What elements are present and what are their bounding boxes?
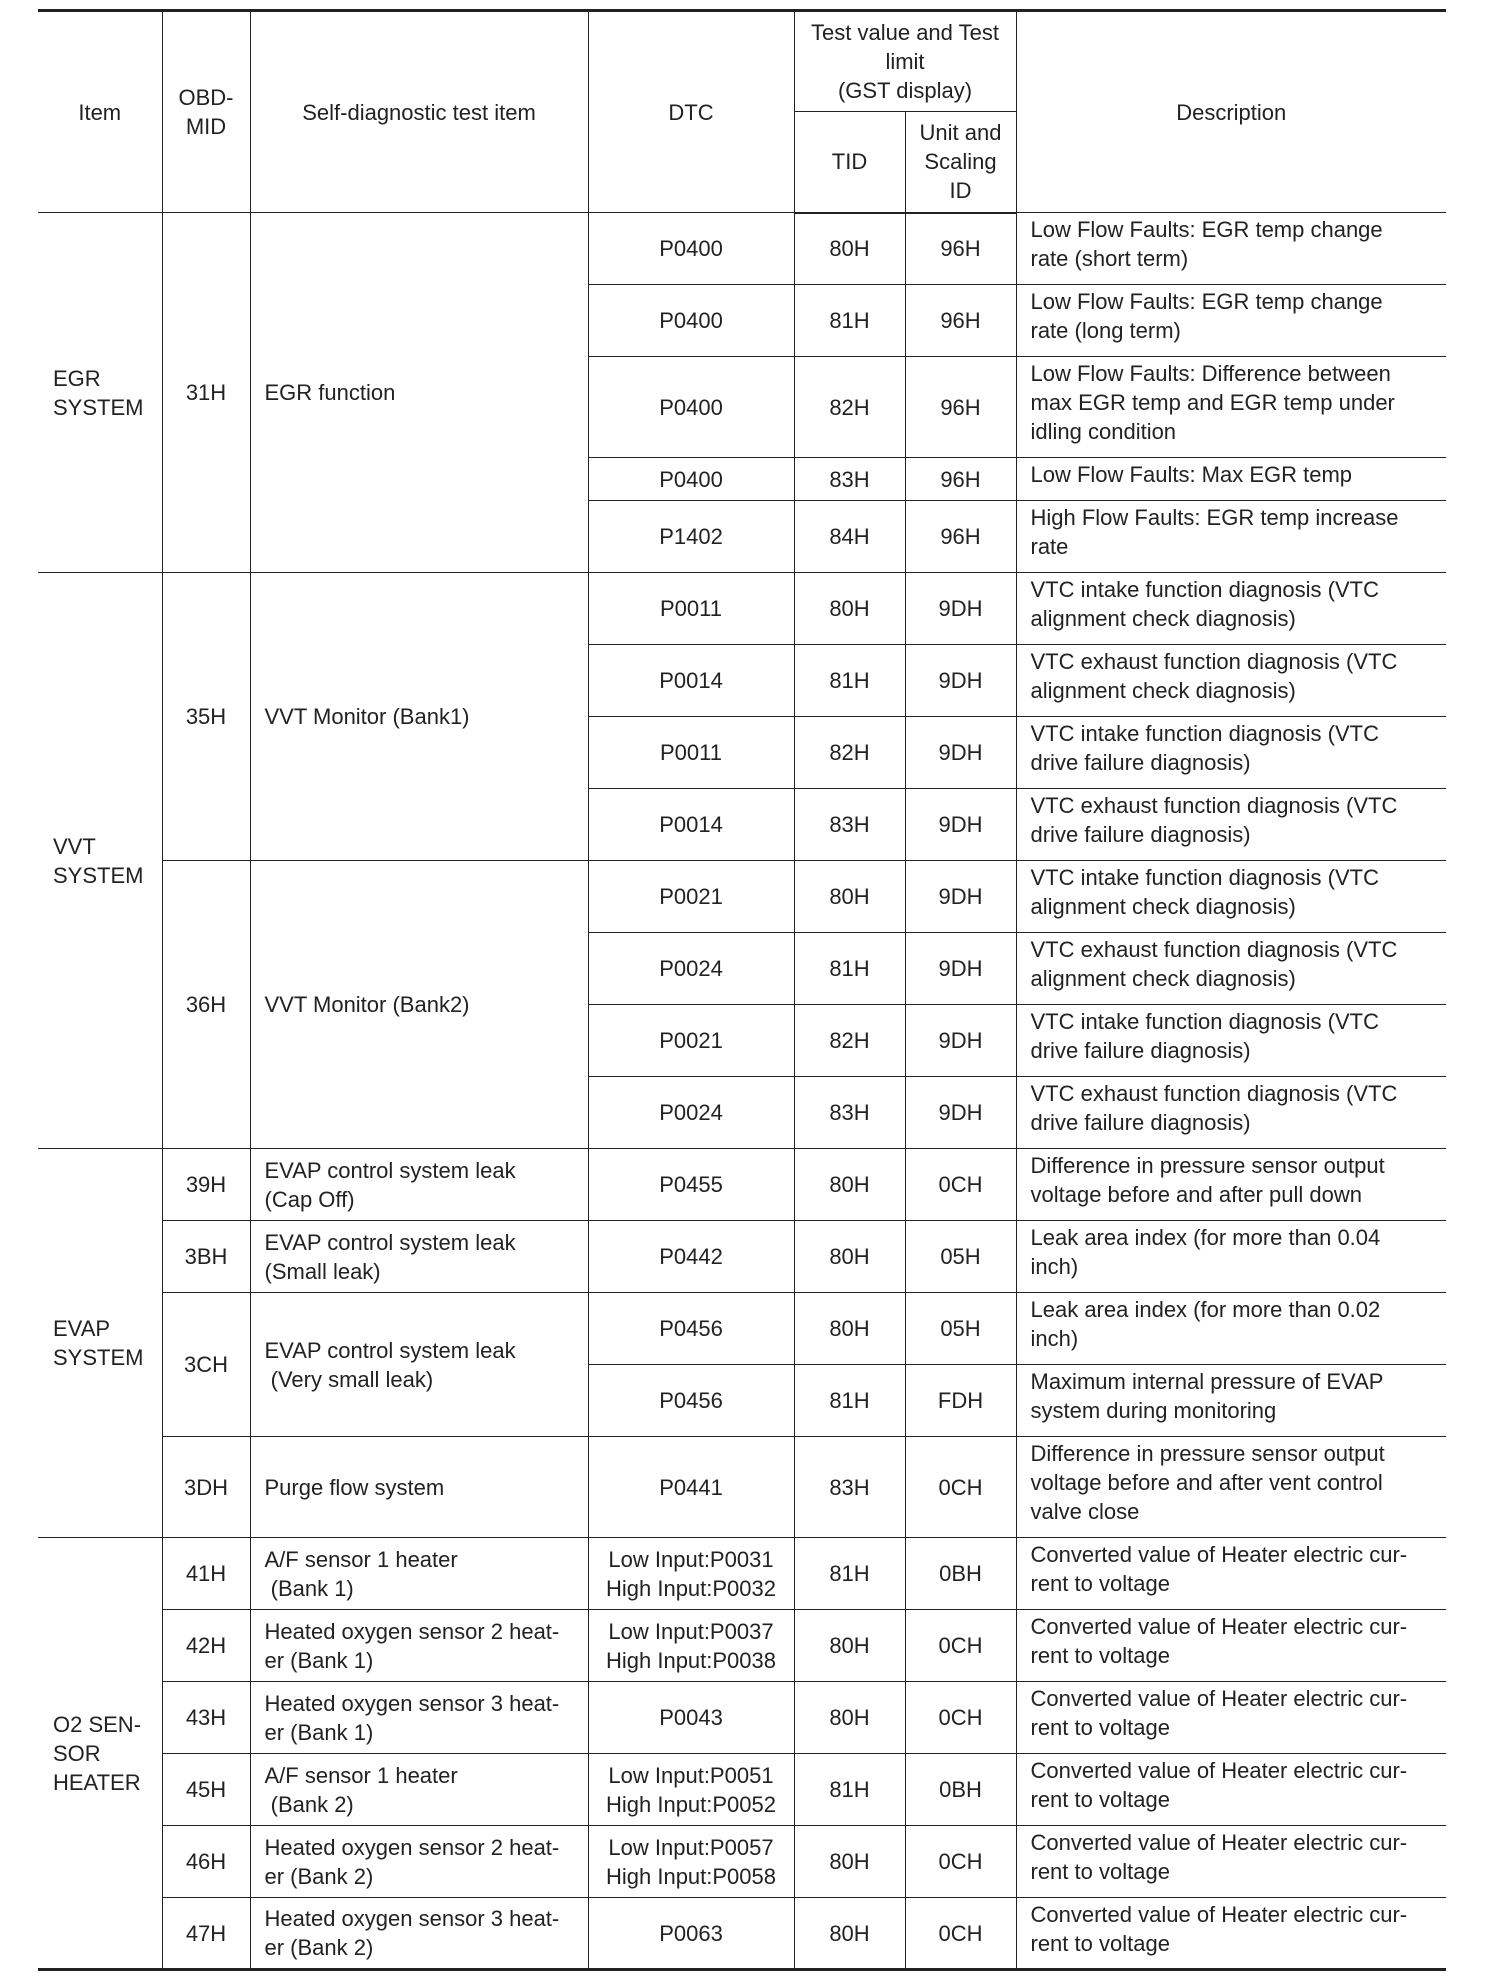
test-item-cell (250, 1149, 588, 1221)
unit-cell: 96H (905, 357, 1016, 458)
description-cell (1016, 789, 1446, 861)
description-line: Converted value of Heater electric cur- (1030, 1902, 1408, 1927)
tid-cell: 80H (794, 1682, 905, 1754)
tid-cell: 81H (794, 1538, 905, 1610)
test-item-line: EVAP control system leak (264, 1229, 516, 1255)
dtc-line: Low Input:P0051 (608, 1762, 774, 1788)
unit-cell: 9DH (905, 789, 1016, 861)
description-line: VTC exhaust function diagnosis (VTC (1030, 793, 1398, 818)
dtc-cell (588, 357, 794, 458)
header-item: Item (38, 11, 162, 213)
dtc-cell (588, 1610, 794, 1682)
description-cell (1016, 1149, 1446, 1221)
description-line: voltage before and after vent control (1030, 1470, 1383, 1495)
table-row (38, 1682, 1446, 1754)
table-row (38, 1221, 1446, 1293)
obd-mid-value: 45H (185, 1777, 227, 1802)
dtc-line: P0456 (659, 1316, 723, 1341)
header-tid: TID (794, 112, 905, 213)
unit-cell: 05H (905, 1293, 1016, 1365)
description-line: VTC intake function diagnosis (VTC (1030, 865, 1379, 890)
description-line: drive failure diagnosis) (1030, 822, 1251, 847)
obd-mid-value: 3DH (183, 1474, 228, 1500)
unit-cell: 0CH (905, 1682, 1016, 1754)
table-row (38, 573, 1446, 645)
description-line: High Flow Faults: EGR temp increase (1030, 505, 1399, 530)
description-line: rent to voltage (1030, 1571, 1170, 1596)
group-label-line: VVT (53, 833, 96, 859)
description-cell (1016, 213, 1446, 285)
dtc-line: High Input:P0058 (605, 1863, 777, 1889)
unit-cell: 0CH (905, 1826, 1016, 1898)
obd-mid-cell (162, 1293, 250, 1437)
header-unit (905, 112, 1016, 213)
test-item-line: EVAP control system leak (264, 1337, 516, 1363)
obd-mid-value: 36H (185, 992, 227, 1017)
dtc-line: Low Input:P0037 (608, 1618, 774, 1644)
description-cell (1016, 1898, 1446, 1970)
dtc-line: P0011 (660, 596, 722, 621)
group-label-line: SYSTEM (53, 1345, 144, 1370)
group-label-line: SYSTEM (53, 394, 144, 420)
table-header (38, 11, 1446, 213)
dtc-cell (588, 789, 794, 861)
header-test-value-line: limit (885, 49, 925, 74)
obd-mid-cell (162, 1826, 250, 1898)
test-item-line: er (Bank 2) (264, 1863, 374, 1889)
test-item-cell (250, 1682, 588, 1754)
description-line: rent to voltage (1030, 1715, 1170, 1740)
tid-cell: 83H (794, 458, 905, 501)
obd-mid-cell (162, 1610, 250, 1682)
description-line: VTC exhaust function diagnosis (VTC (1030, 1081, 1398, 1106)
test-item-line: er (Bank 2) (264, 1935, 374, 1960)
description-line: rate (short term) (1030, 246, 1189, 271)
description-cell (1016, 357, 1446, 458)
tid-cell: 80H (794, 1898, 905, 1970)
test-item-line: Heated oxygen sensor 3 heat- (264, 1690, 560, 1716)
description-line: VTC intake function diagnosis (VTC (1030, 721, 1379, 746)
unit-cell: 9DH (905, 933, 1016, 1005)
dtc-cell (588, 933, 794, 1005)
group-label-line: EVAP (53, 1316, 111, 1341)
tid-cell: 81H (794, 285, 905, 357)
header-dtc: DTC (588, 11, 794, 213)
description-cell (1016, 1293, 1446, 1365)
test-item-line: (Cap Off) (264, 1186, 355, 1212)
table-row (38, 1538, 1446, 1610)
description-line: alignment check diagnosis) (1030, 894, 1296, 919)
description-line: rate (long term) (1030, 318, 1181, 343)
description-cell (1016, 1826, 1446, 1898)
test-item-line: EGR function (264, 380, 396, 405)
description-line: VTC exhaust function diagnosis (VTC (1030, 937, 1398, 962)
dtc-cell (588, 1005, 794, 1077)
table-row (38, 1293, 1446, 1365)
tid-cell: 81H (794, 1365, 905, 1437)
tid-cell: 80H (794, 213, 905, 285)
obd-mid-cell (162, 573, 250, 861)
description-line: alignment check diagnosis) (1030, 606, 1296, 631)
test-item-cell (250, 1754, 588, 1826)
tid-cell: 80H (794, 1221, 905, 1293)
tid-cell: 81H (794, 645, 905, 717)
dtc-line: P0400 (659, 466, 723, 492)
dtc-cell (588, 573, 794, 645)
table-row (38, 1437, 1446, 1538)
unit-cell: 9DH (905, 717, 1016, 789)
description-line: Difference in pressure sensor output (1030, 1441, 1385, 1466)
table-body (38, 213, 1446, 1970)
obd-mid-cell (162, 1149, 250, 1221)
tid-cell: 80H (794, 1826, 905, 1898)
unit-cell: 9DH (905, 1005, 1016, 1077)
description-line: valve close (1030, 1499, 1140, 1524)
description-line: Converted value of Heater electric cur- (1030, 1830, 1408, 1855)
dtc-cell (588, 645, 794, 717)
dtc-line: P0011 (660, 740, 722, 765)
dtc-cell (588, 1365, 794, 1437)
unit-cell: 0CH (905, 1437, 1016, 1538)
test-item-line: VVT Monitor (Bank1) (264, 704, 470, 729)
description-line: VTC intake function diagnosis (VTC (1030, 577, 1379, 602)
description-line: Converted value of Heater electric cur- (1030, 1542, 1408, 1567)
description-line: drive failure diagnosis) (1030, 1110, 1251, 1135)
description-line: Low Flow Faults: EGR temp change (1030, 217, 1383, 242)
dtc-line: P0014 (659, 812, 723, 837)
dtc-line: P1402 (659, 524, 723, 549)
test-item-line: Heated oxygen sensor 2 heat- (264, 1834, 560, 1860)
obd-mid-cell (162, 1682, 250, 1754)
dtc-cell (588, 1898, 794, 1970)
test-item-line: (Bank 1) (264, 1575, 354, 1601)
description-line: alignment check diagnosis) (1030, 678, 1296, 703)
description-line: Low Flow Faults: Max EGR temp (1030, 462, 1353, 487)
tid-cell: 81H (794, 1754, 905, 1826)
unit-cell: 96H (905, 213, 1016, 285)
description-cell (1016, 1538, 1446, 1610)
description-cell (1016, 717, 1446, 789)
group-vvt (38, 573, 162, 1149)
header-description: Description (1016, 11, 1446, 213)
test-item-cell (250, 213, 588, 573)
test-item-cell (250, 1898, 588, 1970)
description-line: Low Flow Faults: Difference between (1030, 361, 1391, 386)
group-label-line: SYSTEM (53, 862, 144, 888)
group-label-line: O2 SEN- (53, 1711, 142, 1737)
description-cell (1016, 1610, 1446, 1682)
dtc-cell (588, 1682, 794, 1754)
dtc-cell (588, 717, 794, 789)
description-cell (1016, 1077, 1446, 1149)
description-line: rent to voltage (1030, 1931, 1170, 1956)
dtc-line: P0021 (659, 884, 723, 909)
description-line: drive failure diagnosis) (1030, 750, 1251, 775)
test-item-line: (Small leak) (264, 1258, 381, 1284)
obd-test-table (38, 9, 1446, 1971)
description-cell (1016, 1754, 1446, 1826)
test-item-cell (250, 1437, 588, 1538)
test-item-line: A/F sensor 1 heater (264, 1762, 458, 1788)
group-evap (38, 1149, 162, 1538)
dtc-cell (588, 1437, 794, 1538)
description-cell (1016, 458, 1446, 501)
test-item-line: VVT Monitor (Bank2) (264, 992, 470, 1017)
obd-mid-value: 39H (185, 1172, 227, 1197)
description-line: drive failure diagnosis) (1030, 1038, 1251, 1063)
obd-mid-value: 43H (185, 1705, 227, 1730)
obd-mid-value: 47H (185, 1920, 227, 1946)
dtc-cell (588, 1538, 794, 1610)
test-item-line: (Very small leak) (264, 1366, 434, 1392)
description-cell (1016, 1005, 1446, 1077)
description-cell (1016, 1682, 1446, 1754)
obd-mid-cell (162, 1437, 250, 1538)
header-obd-mid-line: MID (185, 114, 227, 139)
description-line: Low Flow Faults: EGR temp change (1030, 289, 1383, 314)
test-item-line: Heated oxygen sensor 3 heat- (264, 1906, 560, 1931)
unit-cell: 0BH (905, 1754, 1016, 1826)
header-test-value-line: (GST display) (837, 78, 973, 103)
obd-mid-value: 31H (185, 380, 227, 405)
table-row (38, 1826, 1446, 1898)
dtc-cell (588, 1826, 794, 1898)
dtc-line: P0043 (659, 1705, 723, 1730)
obd-mid-cell (162, 213, 250, 573)
test-item-line: Purge flow system (264, 1474, 445, 1500)
test-item-line: er (Bank 1) (264, 1719, 374, 1745)
dtc-line: P0063 (659, 1920, 723, 1946)
dtc-cell (588, 1221, 794, 1293)
tid-cell: 82H (794, 717, 905, 789)
unit-cell: 9DH (905, 573, 1016, 645)
description-line: Maximum internal pressure of EVAP (1030, 1369, 1384, 1394)
test-item-cell (250, 1610, 588, 1682)
tid-cell: 83H (794, 1437, 905, 1538)
tid-cell: 80H (794, 1149, 905, 1221)
obd-mid-value: 46H (185, 1849, 227, 1874)
test-item-line: (Bank 2) (264, 1791, 354, 1817)
group-label-line: HEATER (53, 1769, 141, 1795)
test-item-line: er (Bank 1) (264, 1647, 374, 1673)
dtc-cell (588, 1077, 794, 1149)
header-unit-line: Unit and (919, 120, 1002, 146)
description-cell (1016, 1365, 1446, 1437)
dtc-cell (588, 213, 794, 285)
unit-cell: 96H (905, 285, 1016, 357)
header-test-item: Self-diagnostic test item (250, 11, 588, 213)
header-test-value-line: Test value and Test (811, 20, 999, 45)
dtc-line: P0400 (659, 308, 723, 333)
description-cell (1016, 573, 1446, 645)
table-row (38, 1898, 1446, 1970)
test-item-line: Heated oxygen sensor 2 heat- (264, 1618, 560, 1644)
description-line: system during monitoring (1030, 1398, 1277, 1423)
dtc-line: P0400 (659, 394, 723, 420)
tid-cell: 81H (794, 933, 905, 1005)
description-line: rent to voltage (1030, 1643, 1170, 1668)
tid-cell: 83H (794, 1077, 905, 1149)
unit-cell: 96H (905, 501, 1016, 573)
description-line: Leak area index (for more than 0.04 (1030, 1225, 1381, 1250)
description-cell (1016, 933, 1446, 1005)
dtc-cell (588, 1754, 794, 1826)
tid-cell: 82H (794, 1005, 905, 1077)
header-test-value (794, 11, 1016, 112)
table-row (38, 1754, 1446, 1826)
obd-mid-value: 35H (185, 704, 227, 729)
unit-cell: 9DH (905, 861, 1016, 933)
tid-cell: 84H (794, 501, 905, 573)
unit-cell: 0BH (905, 1538, 1016, 1610)
obd-mid-value: 3CH (183, 1352, 228, 1377)
dtc-line: High Input:P0052 (605, 1791, 777, 1817)
table-row (38, 1610, 1446, 1682)
obd-mid-value: 42H (185, 1633, 227, 1658)
description-line: max EGR temp and EGR temp under (1030, 390, 1395, 415)
table-row (38, 861, 1446, 933)
unit-cell: 96H (905, 458, 1016, 501)
obd-mid-cell (162, 1754, 250, 1826)
test-item-cell (250, 1293, 588, 1437)
group-label-line: SOR (53, 1740, 101, 1766)
unit-cell: 9DH (905, 645, 1016, 717)
group-label-line: EGR (53, 365, 101, 391)
description-line: voltage before and after pull down (1030, 1182, 1362, 1207)
header-obd-mid-line: OBD- (178, 85, 234, 110)
description-line: Converted value of Heater electric cur- (1030, 1686, 1408, 1711)
dtc-line: P0441 (659, 1474, 723, 1500)
test-item-line: EVAP control system leak (264, 1157, 516, 1183)
description-line: idling condition (1030, 419, 1177, 444)
test-item-cell (250, 861, 588, 1149)
description-line: Converted value of Heater electric cur- (1030, 1758, 1408, 1783)
test-item-cell (250, 1221, 588, 1293)
dtc-line: P0021 (659, 1028, 723, 1053)
tid-cell: 80H (794, 1610, 905, 1682)
header-unit-line: Scaling (924, 149, 997, 175)
description-cell (1016, 501, 1446, 573)
obd-mid-cell (162, 1898, 250, 1970)
description-line: alignment check diagnosis) (1030, 966, 1296, 991)
description-cell (1016, 285, 1446, 357)
obd-mid-cell (162, 861, 250, 1149)
description-line: VTC exhaust function diagnosis (VTC (1030, 649, 1398, 674)
dtc-line: High Input:P0038 (605, 1647, 777, 1673)
dtc-cell (588, 501, 794, 573)
dtc-cell (588, 1149, 794, 1221)
dtc-line: Low Input:P0057 (608, 1834, 774, 1860)
unit-cell: 0CH (905, 1610, 1016, 1682)
dtc-line: High Input:P0032 (605, 1575, 777, 1601)
test-item-line: A/F sensor 1 heater (264, 1546, 458, 1572)
dtc-line: Low Input:P0031 (608, 1546, 774, 1572)
header-unit-line: ID (949, 178, 972, 204)
obd-mid-value: 41H (185, 1561, 227, 1586)
description-cell (1016, 645, 1446, 717)
dtc-cell (588, 861, 794, 933)
tid-cell: 80H (794, 573, 905, 645)
description-cell (1016, 1221, 1446, 1293)
test-item-cell (250, 1538, 588, 1610)
obd-mid-cell (162, 1221, 250, 1293)
description-line: inch) (1030, 1254, 1079, 1279)
header-obd-mid (162, 11, 250, 213)
dtc-cell (588, 285, 794, 357)
description-line: Difference in pressure sensor output (1030, 1153, 1385, 1178)
dtc-line: P0456 (659, 1388, 723, 1413)
description-line: rent to voltage (1030, 1787, 1170, 1812)
description-line: Converted value of Heater electric cur- (1030, 1614, 1408, 1639)
table-row (38, 1149, 1446, 1221)
unit-cell: 9DH (905, 1077, 1016, 1149)
tid-cell: 82H (794, 357, 905, 458)
table-row (38, 213, 1446, 285)
test-item-cell (250, 573, 588, 861)
dtc-line: P0014 (659, 668, 723, 693)
description-line: VTC intake function diagnosis (VTC (1030, 1009, 1379, 1034)
unit-cell: 0CH (905, 1898, 1016, 1970)
unit-cell: 05H (905, 1221, 1016, 1293)
description-line: Leak area index (for more than 0.02 (1030, 1297, 1381, 1322)
description-line: rate (1030, 534, 1069, 559)
dtc-line: P0024 (659, 956, 723, 981)
dtc-line: P0442 (659, 1244, 723, 1269)
description-cell (1016, 861, 1446, 933)
description-line: rent to voltage (1030, 1859, 1170, 1884)
dtc-line: P0400 (659, 236, 723, 261)
tid-cell: 80H (794, 1293, 905, 1365)
dtc-line: P0455 (659, 1172, 723, 1197)
group-o2 (38, 1538, 162, 1970)
group-egr (38, 213, 162, 573)
unit-cell: FDH (905, 1365, 1016, 1437)
tid-cell: 80H (794, 861, 905, 933)
obd-mid-value: 3BH (184, 1244, 228, 1269)
description-cell (1016, 1437, 1446, 1538)
dtc-cell (588, 1293, 794, 1365)
obd-mid-cell (162, 1538, 250, 1610)
description-line: inch) (1030, 1326, 1079, 1351)
unit-cell: 0CH (905, 1149, 1016, 1221)
dtc-line: P0024 (659, 1100, 723, 1125)
dtc-cell (588, 458, 794, 501)
test-item-cell (250, 1826, 588, 1898)
tid-cell: 83H (794, 789, 905, 861)
